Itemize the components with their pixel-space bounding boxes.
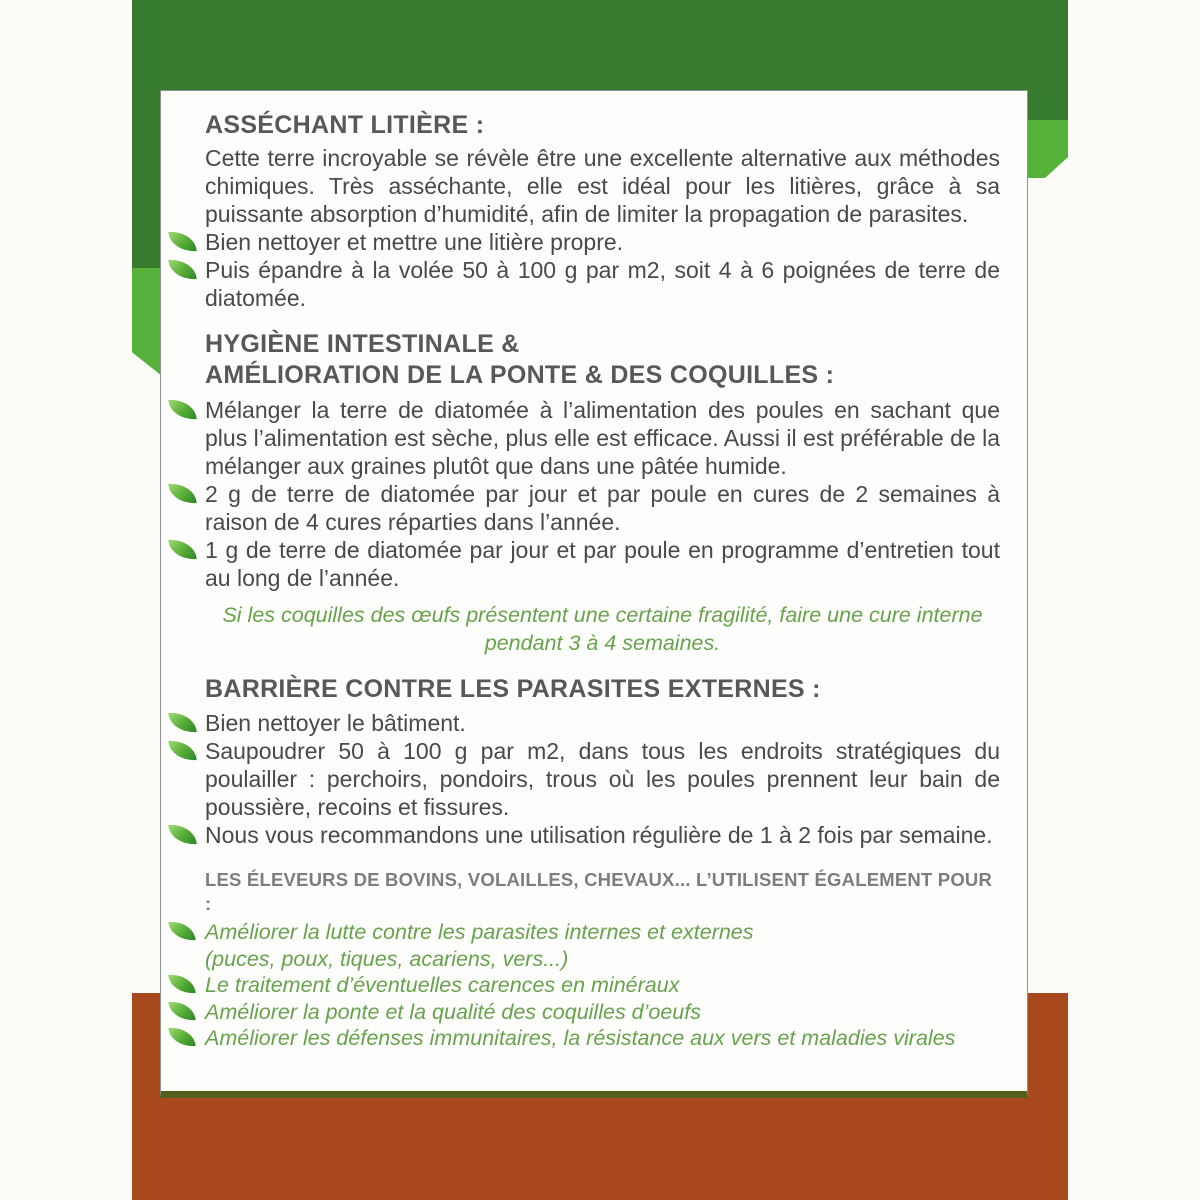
list-item-continuation: (puces, poux, tiques, acariens, vers...) bbox=[205, 946, 569, 971]
bullet-text: Saupoudrer 50 à 100 g par m2, dans tous les endroits stratégiques du poulailler : perchoirs, pondoirs, trous où les poules prennent leur bain de poussière, recoins et fissures. bbox=[205, 738, 1000, 820]
bullet-text: Nous vous recommandons une utilisation régulière de 1 à 2 fois par semaine. bbox=[205, 822, 993, 848]
bullet-text: Puis épandre à la volée 50 à 100 g par m2, soit 4 à 6 poignées de terre de diatomée. bbox=[205, 257, 1000, 311]
list-item bbox=[205, 256, 1000, 312]
leaf-bullet-icon bbox=[168, 398, 196, 421]
light-green-accent-right bbox=[1026, 120, 1068, 178]
leaf-bullet-icon bbox=[168, 823, 196, 846]
hygiene-bullet-list bbox=[205, 396, 1000, 592]
section-heading-eleveurs: LES ÉLEVEURS DE BOVINS, VOLAILLES, CHEVAUX... L’UTILISENT ÉGALEMENT POUR : bbox=[205, 869, 993, 914]
bullet-text: Bien nettoyer et mettre une litière propre. bbox=[205, 229, 624, 255]
list-item bbox=[205, 228, 1000, 256]
bullet-text: Améliorer la lutte contre les parasites internes et externes bbox=[205, 920, 754, 944]
leaf-bullet-icon bbox=[168, 538, 196, 561]
list-item bbox=[205, 709, 1000, 737]
leaf-bullet-icon bbox=[168, 920, 195, 942]
list-item bbox=[205, 480, 1000, 536]
light-green-accent-left bbox=[132, 268, 162, 376]
leaf-bullet-icon bbox=[168, 230, 196, 253]
label-card bbox=[160, 90, 1028, 1098]
section-heading-hygiene-intestinale bbox=[205, 329, 1000, 391]
barriere-bullet-list bbox=[205, 709, 1000, 849]
eggshell-cure-note: Si les coquilles des œufs présentent une certaine fragilité, faire une cure interne pendant 3 à 4 semaines. bbox=[222, 603, 983, 655]
section-heading-assechant-litiere: ASSÉCHANT LITIÈRE : bbox=[205, 111, 485, 139]
bullet-text: 2 g de terre de diatomée par jour et par poule en cures de 2 semaines à raison de 4 cures réparties dans l’année. bbox=[205, 481, 1000, 535]
list-item bbox=[205, 999, 1000, 1026]
assechant-paragraph: Cette terre incroyable se révèle être une excellente alternative aux méthodes chimiques. Très asséchante, elle est idéal pour les litières, grâce à sa puissante absorption d’humidité, afin de limiter la propagation de parasites. bbox=[205, 145, 1000, 227]
leaf-bullet-icon bbox=[168, 1026, 195, 1048]
assechant-bullet-list bbox=[205, 228, 1000, 312]
bullet-text: 1 g de terre de diatomée par jour et par poule en programme d’entretien tout au long de l’année. bbox=[205, 537, 1000, 591]
section-heading-barriere-parasites: BARRIÈRE CONTRE LES PARASITES EXTERNES : bbox=[205, 675, 821, 703]
leaf-bullet-icon bbox=[168, 482, 196, 505]
leaf-bullet-icon bbox=[168, 739, 196, 762]
bullet-text: Améliorer les défenses immunitaires, la résistance aux vers et maladies virales bbox=[205, 1026, 956, 1050]
list-item bbox=[205, 821, 1000, 849]
bullet-text: Mélanger la terre de diatomée à l’alimentation des poules en sachant que plus l’alimentation est sèche, plus elle est efficace. Aussi il est préférable de la mélanger aux graines plutôt que dans une pâtée humide. bbox=[205, 397, 1000, 479]
leaf-bullet-icon bbox=[168, 973, 195, 995]
list-item bbox=[205, 737, 1000, 821]
label-content bbox=[161, 91, 1027, 1091]
leaf-bullet-icon bbox=[168, 258, 196, 281]
heading-line: HYGIÈNE INTESTINALE & bbox=[205, 330, 520, 358]
heading-line: AMÉLIORATION DE LA PONTE & DES COQUILLES : bbox=[205, 361, 835, 389]
list-item bbox=[205, 919, 1000, 946]
eleveurs-green-list bbox=[205, 919, 1000, 1052]
list-item bbox=[205, 396, 1000, 480]
list-item bbox=[205, 972, 1000, 999]
bullet-text: Bien nettoyer le bâtiment. bbox=[205, 710, 466, 736]
green-banner-left bbox=[132, 0, 162, 268]
list-item bbox=[205, 1025, 1000, 1052]
leaf-bullet-icon bbox=[168, 711, 196, 734]
list-item bbox=[205, 536, 1000, 592]
bullet-text: Le traitement d’éventuelles carences en minéraux bbox=[205, 973, 680, 997]
leaf-bullet-icon bbox=[168, 1000, 195, 1022]
bullet-text: Améliorer la ponte et la qualité des coquilles d’oeufs bbox=[205, 999, 701, 1024]
